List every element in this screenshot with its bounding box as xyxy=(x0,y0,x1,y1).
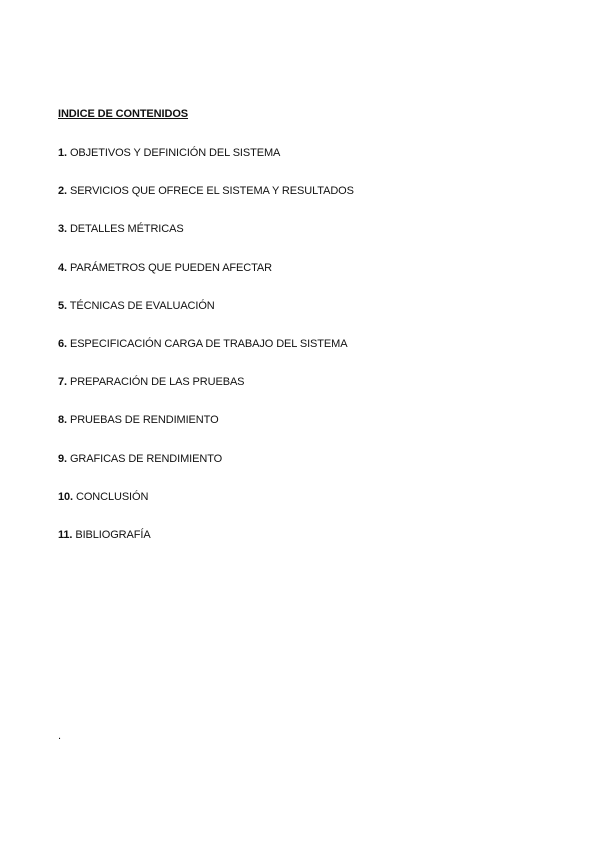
toc-item-number: 11. xyxy=(58,528,73,541)
toc-item xyxy=(58,452,354,490)
toc-item xyxy=(58,184,354,222)
toc-item-number: 4. xyxy=(58,261,67,274)
toc-item-number: 6. xyxy=(58,337,67,350)
toc-item-text: GRAFICAS DE RENDIMIENTO xyxy=(69,452,223,465)
toc-item-number: 3. xyxy=(58,223,67,236)
toc-item xyxy=(58,337,354,375)
toc-item-number: 1. xyxy=(58,147,67,159)
toc-item-number: 7. xyxy=(58,376,67,389)
toc-item xyxy=(58,528,354,566)
toc-item-number: 8. xyxy=(58,414,67,427)
toc-item-text: DETALLES MÉTRICAS xyxy=(69,223,184,236)
toc-item-text: CONCLUSIÓN xyxy=(75,490,149,503)
toc-item xyxy=(58,375,354,413)
toc-item-text: TÉCNICAS DE EVALUACIÓN xyxy=(69,299,215,312)
footer-mark: . xyxy=(58,730,62,742)
toc-item-text: PARÁMETROS QUE PUEDEN AFECTAR xyxy=(69,261,273,274)
toc-item-number: 10. xyxy=(58,490,73,503)
toc-item-text: OBJETIVOS Y DEFINICIÓN DEL SISTEMA xyxy=(69,147,281,159)
toc-item-text: PRUEBAS DE RENDIMIENTO xyxy=(69,414,219,427)
toc-item-number: 9. xyxy=(58,452,67,465)
toc-item xyxy=(58,222,354,260)
toc-item-text: BIBLIOGRAFÍA xyxy=(75,528,151,541)
toc-item xyxy=(58,299,354,337)
toc-title: INDICE DE CONTENIDOS xyxy=(58,108,189,120)
toc-item-number: 2. xyxy=(58,185,67,198)
toc-item xyxy=(58,490,354,528)
toc-item xyxy=(58,261,354,299)
toc-item-text: ESPECIFICACIÓN CARGA DE TRABAJO DEL SISTEMA xyxy=(69,337,348,350)
toc-item-text: PREPARACIÓN DE LAS PRUEBAS xyxy=(69,376,245,389)
toc-item-number: 5. xyxy=(58,299,67,312)
toc-list xyxy=(58,146,354,566)
toc-item xyxy=(58,413,354,451)
toc-item xyxy=(58,146,354,184)
toc-item-text: SERVICIOS QUE OFRECE EL SISTEMA Y RESULTADOS xyxy=(69,185,354,198)
